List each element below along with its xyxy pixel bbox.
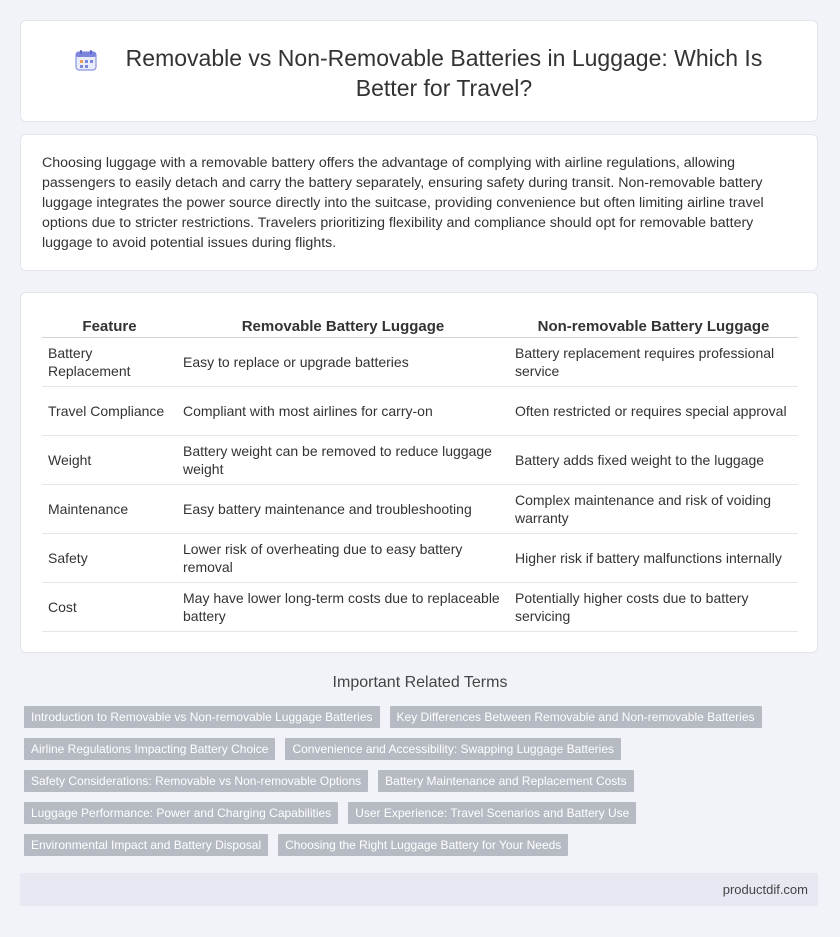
related-terms-title: Important Related Terms: [332, 674, 508, 691]
row-feature: Cost: [42, 583, 177, 632]
row-non-removable: Higher risk if battery malfunctions internally: [509, 534, 798, 583]
related-term-tag[interactable]: User Experience: Travel Scenarios and Battery Use: [348, 802, 636, 824]
row-removable: Easy to replace or upgrade batteries: [177, 338, 509, 387]
footer-bar: [20, 873, 818, 906]
related-term-tag[interactable]: Key Differences Between Removable and Non-removable Batteries: [390, 706, 762, 728]
related-term-tag[interactable]: Environmental Impact and Battery Disposal: [24, 834, 268, 856]
row-feature: Maintenance: [42, 485, 177, 534]
related-term-tag[interactable]: Safety Considerations: Removable vs Non-removable Options: [24, 770, 368, 792]
related-term-tag[interactable]: Convenience and Accessibility: Swapping Luggage Batteries: [285, 738, 621, 760]
row-non-removable: Often restricted or requires special approval: [509, 387, 798, 436]
row-removable: Compliant with most airlines for carry-on: [177, 387, 509, 436]
comparison-table: [42, 313, 798, 632]
related-term-tag[interactable]: Battery Maintenance and Replacement Costs: [378, 770, 633, 792]
row-feature: Weight: [42, 436, 177, 485]
row-removable: Easy battery maintenance and troubleshooting: [177, 485, 509, 534]
related-term-tag[interactable]: Luggage Performance: Power and Charging Capabilities: [24, 802, 338, 824]
intro-paragraph: Choosing luggage with a removable battery offers the advantage of complying with airline regulations, allowing passengers to easily detach and carry the battery separately, ensuring safety during transit. Non-removable battery luggage integrates the power source directly into the suitcase, providing convenience but often limiting airline travel options due to stricter restrictions. Travelers prioritizing flexibility and compliance should opt for removable battery luggage to avoid potential issues during flights.: [42, 155, 764, 251]
comparison-card: [20, 292, 818, 653]
header-feature: Feature: [42, 313, 177, 338]
title-card: [20, 20, 818, 122]
related-term-tag[interactable]: Introduction to Removable vs Non-removable Luggage Batteries: [24, 706, 380, 728]
row-removable: Lower risk of overheating due to easy battery removal: [177, 534, 509, 583]
row-feature: Safety: [42, 534, 177, 583]
header-removable: Removable Battery Luggage: [177, 313, 509, 338]
intro-card: [20, 134, 818, 271]
table-row: [42, 583, 798, 632]
table-header-row: [42, 313, 798, 338]
table-row: [42, 436, 798, 485]
row-feature: Travel Compliance: [42, 387, 177, 436]
table-row: [42, 387, 798, 436]
row-feature: Battery Replacement: [42, 338, 177, 387]
table-row: [42, 534, 798, 583]
row-removable: May have lower long-term costs due to replaceable battery: [177, 583, 509, 632]
page-title: Removable vs Non-Removable Batteries in Luggage: Which Is Better for Travel?: [125, 45, 763, 101]
row-non-removable: Complex maintenance and risk of voiding warranty: [509, 485, 798, 534]
related-term-tag[interactable]: Airline Regulations Impacting Battery Choice: [24, 738, 275, 760]
row-removable: Battery weight can be removed to reduce luggage weight: [177, 436, 509, 485]
row-non-removable: Battery replacement requires professional service: [509, 338, 798, 387]
table-row: [42, 485, 798, 534]
row-non-removable: Battery adds fixed weight to the luggage: [509, 436, 798, 485]
footer-site-name: productdif.com: [722, 882, 808, 897]
row-non-removable: Potentially higher costs due to battery servicing: [509, 583, 798, 632]
table-row: [42, 338, 798, 387]
related-term-tag[interactable]: Choosing the Right Luggage Battery for Your Needs: [278, 834, 568, 856]
related-terms-list: [24, 706, 784, 856]
header-non-removable: Non-removable Battery Luggage: [509, 313, 798, 338]
